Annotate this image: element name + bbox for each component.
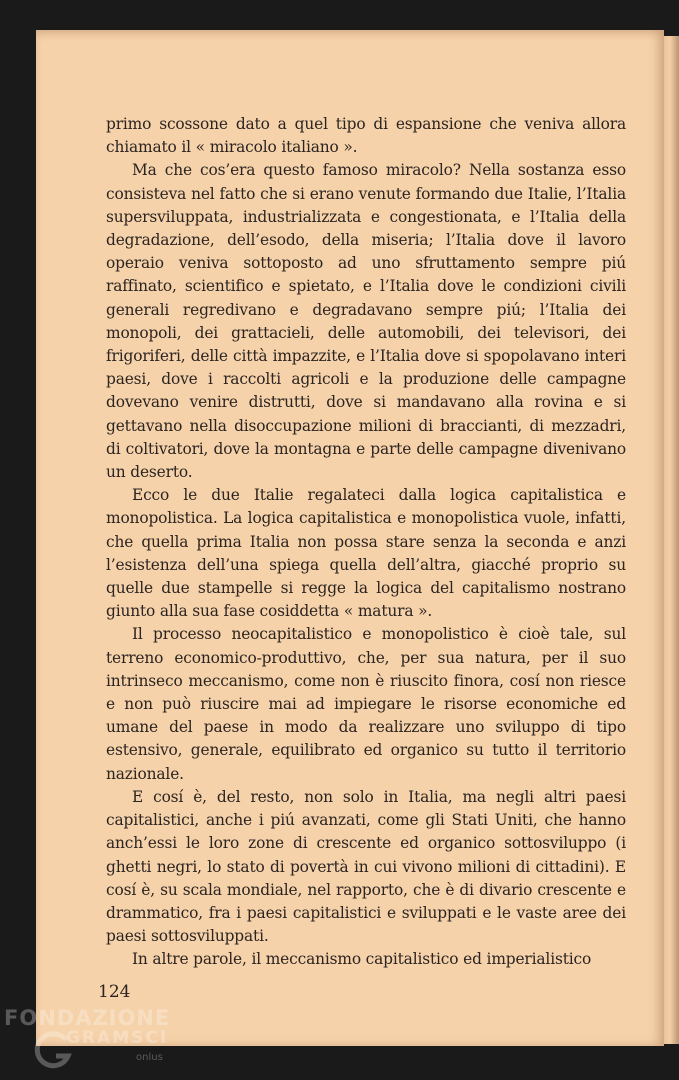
paragraph: E cosí è, del resto, non solo in Italia, ma negli altri paesi capitalistici, anche i piú avanzati, come gli Stati Uniti, che hanno anch’essi le loro zone di crescente ed organico sottosviluppo (i ghetti negri, lo stato di povertà in cui vivono milioni di cittadini). E cosí è, su scala mondiale, nel rapporto, che è di divario crescente e drammatico, fra i paesi capitalistici e sviluppati e le vaste aree dei paesi sottosviluppati. bbox=[106, 787, 626, 946]
page-number: 124 bbox=[98, 982, 131, 1002]
watermark-suffix: onlus bbox=[136, 1052, 163, 1063]
paragraph: In altre parole, il meccanismo capitalistico ed imperialistico bbox=[132, 950, 592, 969]
paragraph: primo scossone dato a quel tipo di espansione che veniva allora chiamato il « miracolo italiano ». bbox=[106, 115, 626, 157]
watermark-line1: FONDAZIONE bbox=[4, 1006, 171, 1030]
paragraph: Ma che cos’era questo famoso miracolo? Nella sostanza esso consisteva nel fatto che si erano venute formando due Italie, l’Italia supersviluppata, industrializzata e congestionata, e l’Italia della degradazione, dell’esodo, della miseria; l’Italia dove il lavoro operaio veniva sottoposto ad uno sfruttamento sempre piú raffinato, scientifico e spietato, e l’Italia dove le condizioni civili generali regredivano e degradavano sempre piú; l’Italia dei monopoli, dei grattacieli, delle automobili, dei televisori, dei frigoriferi, delle città impazzite, e l’Italia dove si spopolavano interi paesi, dove i raccolti agricoli e la produzione delle campagne dovevano venire distrutti, dove si mandavano alla rovina e si gettavano nella disoccupazione milioni di braccianti, di mezzadri, di coltivatori, dove la montagna e parte delle campagne divenivano un deserto. bbox=[106, 161, 626, 482]
body-text bbox=[106, 113, 626, 972]
paragraph: Il processo neocapitalistico e monopolistico è cioè tale, sul terreno economico-produttivo, che, per sua natura, per il suo intrinseco meccanismo, come non è riuscito finora, cosí non riesce e non può riuscire mai ad impiegare le risorse economiche ed umane del paese in modo da realizzare uno sviluppo di tipo estensivo, generale, equilibrato ed organico su tutto il territorio nazionale. bbox=[106, 625, 626, 783]
watermark-line2: GRAMSCI bbox=[66, 1028, 169, 1048]
watermark-logo bbox=[4, 1006, 174, 1076]
paragraph: Ecco le due Italie regalateci dalla logica capitalistica e monopolistica. La logica capitalistica e monopolistica vuole, infatti, che quella prima Italia non possa stare senza la seconda e anzi l’esistenza dell’una spiega quella dell’altra, giacché proprio su quelle due stampelle si regge la logica del capitalismo nostrano giunto alla sua fase cosiddetta « matura ». bbox=[106, 486, 626, 621]
page-edge bbox=[664, 36, 679, 1044]
